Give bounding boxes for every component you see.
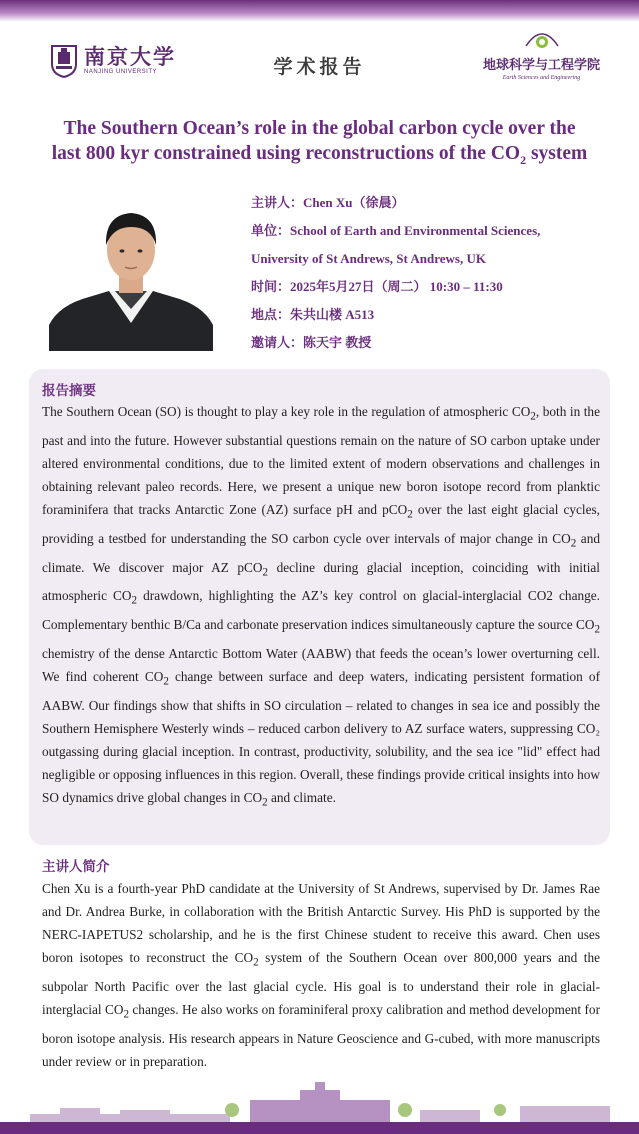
talk-title-line1: The Southern Ocean’s role in the global carbon cycle over the: [63, 118, 576, 139]
talk-title-subscript: 2: [520, 152, 527, 167]
talk-title-line2-end: system: [526, 143, 588, 164]
top-gradient-bar: [0, 0, 639, 22]
abstract-text: [42, 400, 600, 815]
affiliation-line-1: 单位：School of Earth and Environmental Sciences,: [251, 223, 541, 238]
abstract-part: change between surface and deep waters, indicating persistent formation of AABW. Our findings show that shifts in SO circulation – related to changes in sea ice and possibly the Southern Hemisphere Westerly winds – reduced carbon delivery to AZ surface waters, suppressing CO₂ outgassing during glacial inception. In contrast, productivity, solubility, and the sea ice "lid" effect had negligible or opposing influences in this region. Overall, these findings provide critical insights into how SO dynamics drive global changes in CO: [42, 668, 600, 805]
abstract-part: and climate.: [267, 790, 336, 805]
nju-name-en: NANJING UNIVERSITY: [84, 69, 158, 75]
school-logo: [474, 26, 609, 82]
abstract-heading: 报告摘要: [42, 383, 96, 399]
subscript: 2: [123, 1008, 129, 1021]
bio-part: system of the Southern Ocean over 800,000 years and the subpolar North Pacific over the last glacial cycle. His goal is to understand their role in glacial-interglacial CO: [42, 950, 601, 1018]
campus-skyline-footer: [0, 1082, 639, 1134]
subscript: 2: [407, 508, 413, 521]
abstract-part: , both in the past and into the future. However substantial questions remain on the nature of SO carbon uptake under altered environmental conditions, due to the limited extent of modern observations and challenges in obtaining relevant paleo records. Here, we present a unique new boron isotope record from planktic foraminifera that tracks Antarctic Zone (AZ) surface pH and pCO: [42, 404, 600, 518]
abstract-part: The Southern Ocean (SO) is thought to play a key role in the regulation of atmospheric CO: [42, 404, 531, 419]
subscript: 2: [570, 537, 577, 550]
bio-part: Chen Xu is a fourth-year PhD candidate at the University of St Andrews, supervised by Dr. James Rae and Dr. Andrea Burke, in collaboration with the British Antarctic Survey. His PhD is supported by the NERC-IAPETUS2 scholarship, and he is the first Chinese student to receive this award. Chen uses boron isotopes to reconstruct the CO: [42, 881, 600, 966]
nju-name-cn: 南京大学: [84, 44, 176, 69]
talk-info: [251, 192, 621, 360]
school-name-en: Earth Sciences and Engineering: [502, 75, 581, 81]
bio-text: [42, 877, 600, 1073]
bio-heading: 主讲人简介: [42, 859, 110, 875]
subscript: 2: [530, 410, 536, 423]
abstract-part: decline during glacial inception, coinciding with initial atmospheric CO: [42, 559, 600, 604]
abstract-part: chemistry of the dense Antarctic Bottom Water (AABW) that feeds the ocean’s lower overturning cell. We find coherent CO: [42, 645, 600, 684]
affiliation-line-2: University of St Andrews, St Andrews, UK: [251, 251, 486, 266]
header: [0, 22, 639, 100]
school-name-cn: 地球科学与工程学院: [482, 58, 600, 73]
talk-title: [20, 116, 619, 173]
subscript: 2: [131, 594, 138, 607]
talk-title-line2: last 800 kyr constrained using reconstructions of the CO: [51, 143, 521, 164]
page-heading: 学术报告: [273, 56, 366, 78]
time-line: 时间：2025年5月27日（周二） 10:30 – 11:30: [251, 279, 503, 294]
bio-part: changes. He also works on foraminiferal proxy calibration and method development for boron isotope analysis. His research appears in Nature Geoscience and G-cubed, with more manuscripts under review or in preparation.: [42, 1002, 601, 1069]
subscript: 2: [253, 956, 259, 969]
speaker-line: 主讲人：Chen Xu（徐晨）: [251, 195, 405, 210]
school-emblem-icon: [522, 26, 562, 50]
location-line: 地点：朱共山楼 A513: [251, 307, 375, 322]
abstract-part: drawdown, highlighting the AZ’s key control on glacial-interglacial CO2 change. Complementary benthic B/Ca and carbonate preservation indices simultaneously capture the source CO: [42, 588, 600, 633]
subscript: 2: [163, 675, 169, 688]
subscript: 2: [262, 566, 269, 579]
abstract-part: over the last eight glacial cycles, providing a testbed for understanding the SO carbon cycle over intervals of major change in CO: [42, 502, 600, 546]
subscript: 2: [594, 623, 600, 636]
abstract-part: and climate. We discover major AZ pCO: [42, 530, 600, 575]
subscript: 2: [262, 796, 268, 809]
speaker-photo: [49, 205, 213, 351]
inviter-line: 邀请人：陈天宇 教授: [251, 335, 372, 350]
